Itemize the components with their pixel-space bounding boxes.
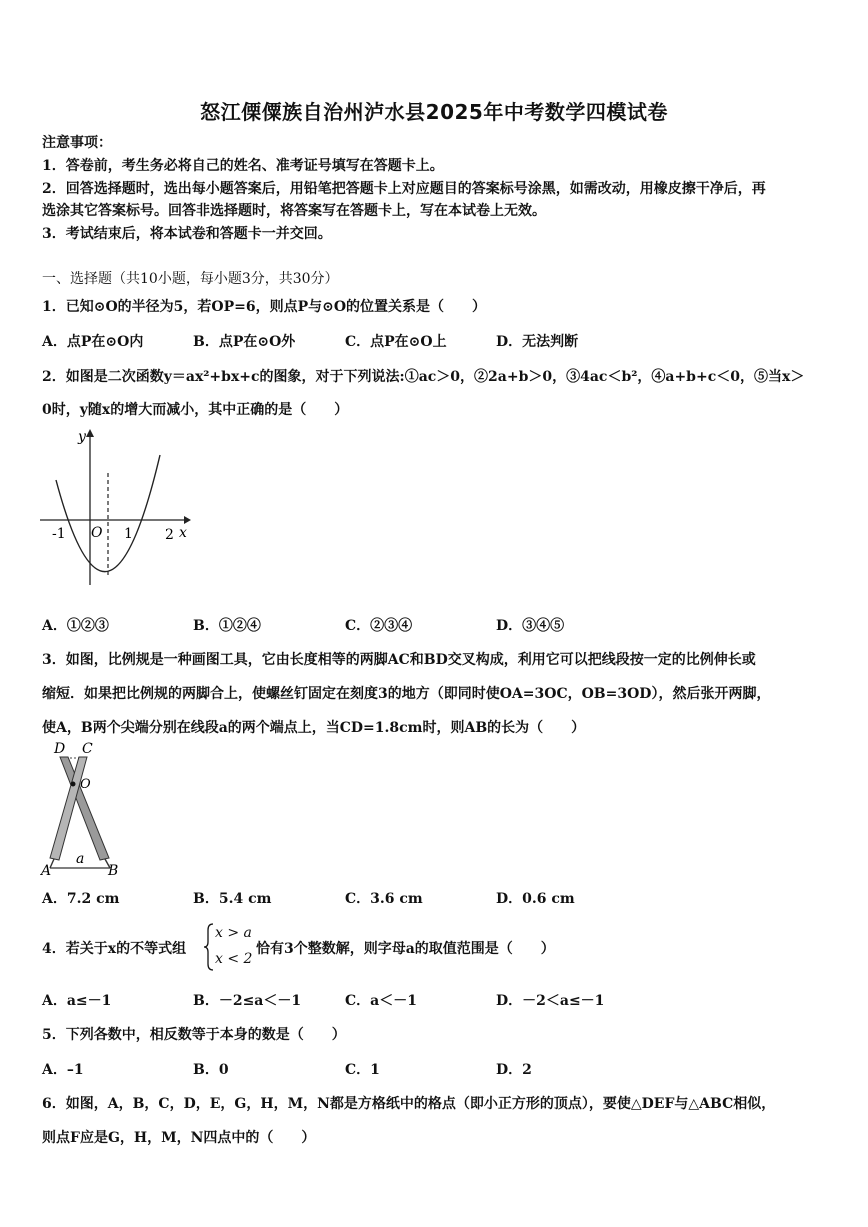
- q4-option-d: D．－2＜a≤－1: [496, 993, 605, 1009]
- q6-stem-line-2: 则点F应是G，H，M，N四点中的（ ）: [42, 1130, 316, 1146]
- parabola-curve: [56, 455, 160, 572]
- label-c: C: [82, 741, 93, 757]
- parabola-graph: [38, 425, 198, 590]
- q1-option-a: A．点P在⊙O内: [42, 334, 144, 350]
- q3-option-d: D．0.6 cm: [496, 891, 575, 907]
- y-label: y: [78, 429, 86, 445]
- q6-stem-line-1: 6．如图，A，B，C，D，E，G，H，M，N都是方格纸中的格点（即小正方形的顶点），要使△DEF与△ABC相似，: [42, 1096, 776, 1112]
- q1-stem: 1．已知⊙O的半径为5，若OP=6，则点P与⊙O的位置关系是（ ）: [42, 299, 487, 315]
- q1-option-d: D．无法判断: [496, 334, 579, 350]
- q4-stem-before: 4．若关于x的不等式组: [42, 941, 187, 957]
- label-a-point: A: [41, 863, 52, 878]
- label-a-segment: a: [76, 851, 85, 867]
- q1-option-c: C．点P在⊙O上: [345, 334, 447, 350]
- q2-stem-line-2: 0时，y随x的增大而减小，其中正确的是（ ）: [42, 402, 349, 418]
- q5-stem: 5．下列各数中，相反数等于本身的数是（ ）: [42, 1027, 346, 1043]
- q3-stem-line-3: 使A，B两个尖端分别在线段a的两个端点上，当CD=1.8cm时，则AB的长为（ ）: [42, 720, 586, 736]
- q5-option-d: D．2: [496, 1062, 532, 1078]
- q3-stem-line-2: 缩短．如果把比例规的两脚合上，使螺丝钉固定在刻度3的地方（即同时使OA=3OC，OB=3OD），然后张开两脚，: [42, 686, 771, 702]
- x-label: x: [179, 525, 187, 541]
- notice-item-3: 3．考试结束后，将本试卷和答题卡一并交回。: [42, 226, 332, 242]
- q4-inequality-1: x > a: [215, 925, 252, 941]
- origin-label: O: [91, 525, 103, 541]
- q5-option-b: B．0: [193, 1062, 229, 1078]
- q3-option-a: A．7.2 cm: [42, 891, 120, 907]
- label-o: O: [80, 777, 91, 792]
- notice-item-1: 1．答卷前，考生务必将自己的姓名、准考证号填写在答题卡上。: [42, 158, 444, 174]
- q5-option-c: C．1: [345, 1062, 380, 1078]
- notice-heading: 注意事项：: [42, 135, 112, 151]
- label-b: B: [108, 863, 119, 878]
- q2-option-d: D．③④⑤: [496, 618, 565, 634]
- notice-item-2-line-1: 2．回答选择题时，选出每小题答案后，用铅笔把答题卡上对应题目的答案标号涂黑，如需改动，用橡皮擦干净后，再: [42, 181, 766, 197]
- screw-o: [71, 782, 76, 787]
- q2-option-a: A．①②③: [42, 618, 109, 634]
- y-axis-arrow: [86, 429, 94, 437]
- q5-option-a: A．–1: [42, 1062, 84, 1078]
- x-axis-arrow: [184, 516, 191, 524]
- q4-option-a: A．a≤－1: [42, 993, 112, 1009]
- q3-option-b: B．5.4 cm: [193, 891, 272, 907]
- tick-label-1: 1: [124, 526, 133, 542]
- tick-label-neg1: -1: [52, 526, 66, 542]
- q4-option-c: C．a＜－1: [345, 993, 417, 1009]
- section-heading: 一、选择题（共10小题，每小题3分，共30分）: [42, 271, 339, 287]
- q2-stem-line-1: 2．如图是二次函数y＝ax²+bx+c的图象，对于下列说法:①ac＞0，②2a+b＞0，③4ac＜b²，④a+b+c＜0，⑤当x＞: [42, 369, 805, 385]
- q2-option-b: B．①②④: [193, 618, 261, 634]
- notice-item-2-line-2: 选涂其它答案标号。回答非选择题时，将答案写在答题卡上，写在本试卷上无效。: [42, 203, 546, 219]
- q3-stem-line-1: 3．如图，比例规是一种画图工具，它由长度相等的两脚AC和BD交叉构成，利用它可以把线段按一定的比例伸长或: [42, 652, 756, 668]
- label-d: D: [54, 741, 66, 757]
- q1-option-b: B．点P在⊙O外: [193, 334, 296, 350]
- q4-stem-after: 恰有3个整数解，则字母a的取值范围是（ ）: [256, 941, 555, 957]
- q4-inequality-2: x < 2: [215, 951, 253, 967]
- proportional-compass-figure: [40, 740, 125, 878]
- page-title: 怒江傈僳族自治州泸水县2025年中考数学四模试卷: [200, 100, 668, 124]
- tick-label-2: 2: [165, 527, 174, 543]
- q3-option-c: C．3.6 cm: [345, 891, 423, 907]
- q4-option-b: B．－2≤a＜－1: [193, 993, 302, 1009]
- inequality-brace: [203, 922, 215, 972]
- q2-option-c: C．②③④: [345, 618, 413, 634]
